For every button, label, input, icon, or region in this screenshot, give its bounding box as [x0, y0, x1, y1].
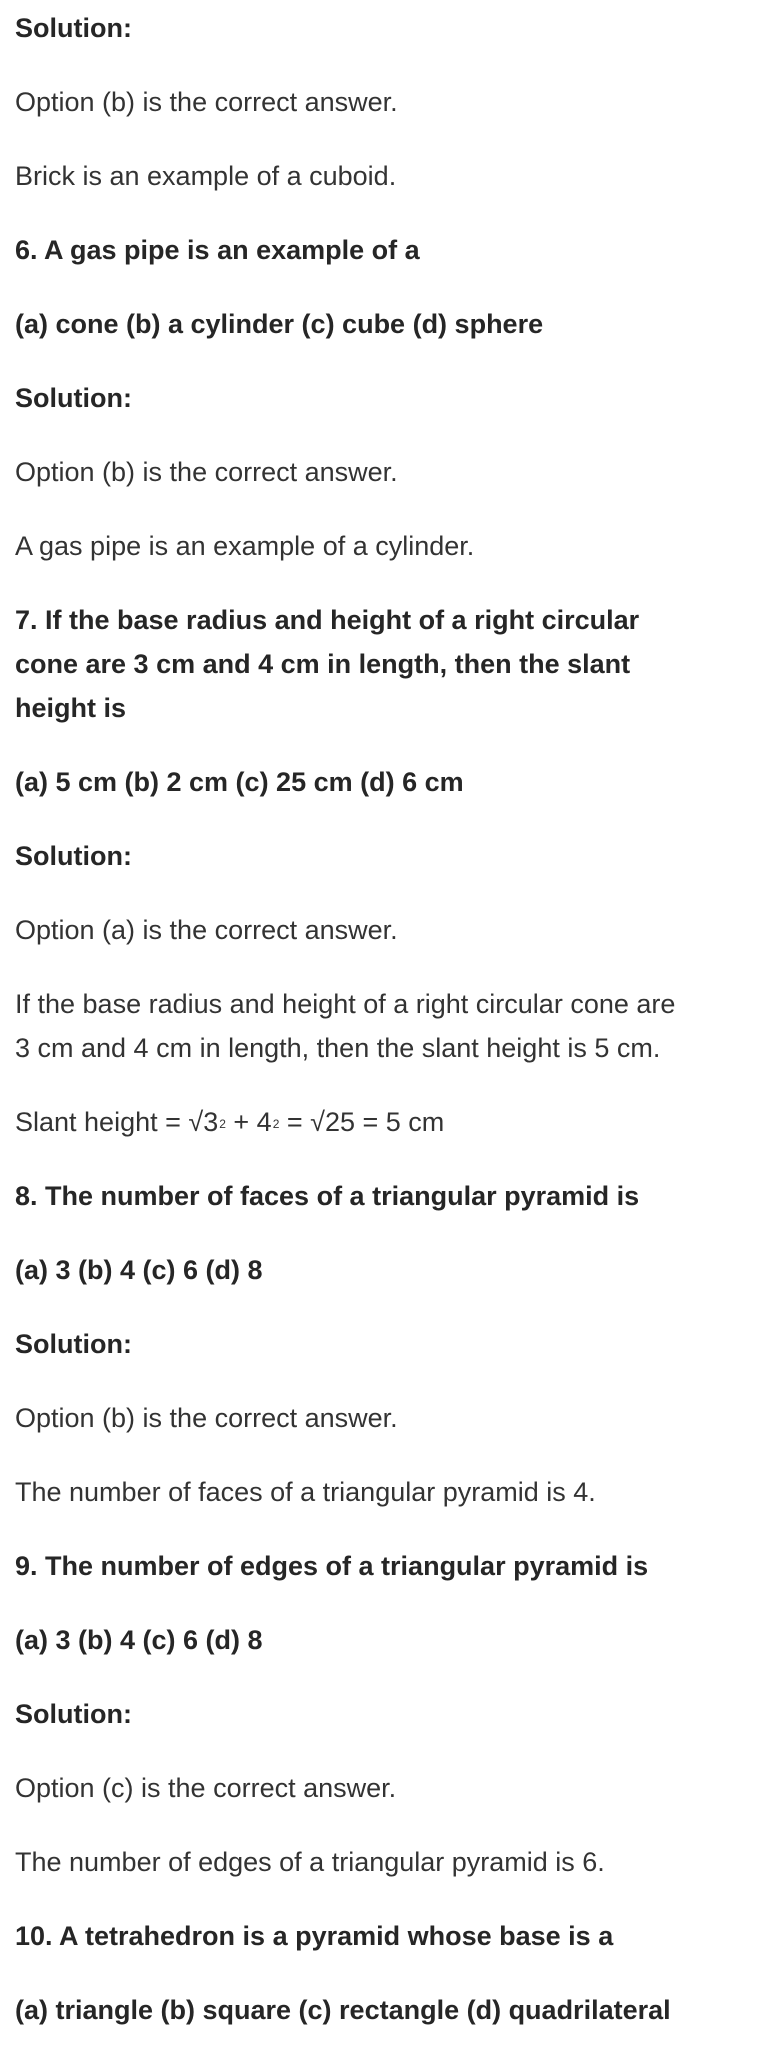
question-6-options: (a) cone (b) a cylinder (c) cube (d) sphere — [15, 309, 544, 339]
answer-text: Option (a) is the correct answer. — [15, 915, 398, 945]
question-9-text: 9. The number of edges of a triangular pyramid is — [15, 1551, 649, 1581]
question-9-options: (a) 3 (b) 4 (c) 6 (d) 8 — [15, 1625, 263, 1655]
question-7-options: (a) 5 cm (b) 2 cm (c) 25 cm (d) 6 cm — [15, 767, 464, 797]
formula-exponent: 2 — [219, 1117, 226, 1131]
formula-exponent: 2 — [272, 1117, 280, 1131]
question-10-options: (a) triangle (b) square (c) rectangle (d) quadrilateral — [15, 1995, 671, 2025]
question-8-text: 8. The number of faces of a triangular pyramid is — [15, 1181, 640, 1211]
solution-label: Solution: — [15, 13, 132, 43]
solution-label: Solution: — [15, 383, 132, 413]
solution-label: Solution: — [15, 1329, 132, 1359]
question-6-text: 6. A gas pipe is an example of a — [15, 235, 420, 265]
explanation-line-2: 3 cm and 4 cm in length, then the slant height is 5 cm. — [15, 1033, 661, 1063]
answer-text: Option (c) is the correct answer. — [15, 1773, 397, 1803]
question-8-options: (a) 3 (b) 4 (c) 6 (d) 8 — [15, 1255, 263, 1285]
solution-label: Solution: — [15, 1699, 132, 1729]
explanation-text: The number of edges of a triangular pyramid is 6. — [15, 1847, 605, 1877]
question-10-text: 10. A tetrahedron is a pyramid whose base is a — [15, 1921, 614, 1951]
question-7-line-1: 7. If the base radius and height of a right circular — [15, 605, 640, 635]
question-7-line-3: height is — [15, 693, 127, 723]
explanation-text: Brick is an example of a cuboid. — [15, 161, 397, 191]
formula-middle: + 4 — [225, 1107, 272, 1137]
answer-text: Option (b) is the correct answer. — [15, 1403, 398, 1433]
explanation-text: A gas pipe is an example of a cylinder. — [15, 531, 475, 561]
answer-text: Option (b) is the correct answer. — [15, 457, 398, 487]
solution-label: Solution: — [15, 841, 132, 871]
question-7-line-2: cone are 3 cm and 4 cm in length, then the slant — [15, 649, 631, 679]
formula-prefix: Slant height = √3 — [15, 1107, 219, 1137]
explanation-text: The number of faces of a triangular pyramid is 4. — [15, 1477, 596, 1507]
formula-suffix: = √25 = 5 cm — [279, 1107, 445, 1137]
explanation-line-1: If the base radius and height of a right circular cone are — [15, 989, 676, 1019]
slant-height-formula — [15, 1100, 444, 1144]
answer-text: Option (b) is the correct answer. — [15, 87, 398, 117]
